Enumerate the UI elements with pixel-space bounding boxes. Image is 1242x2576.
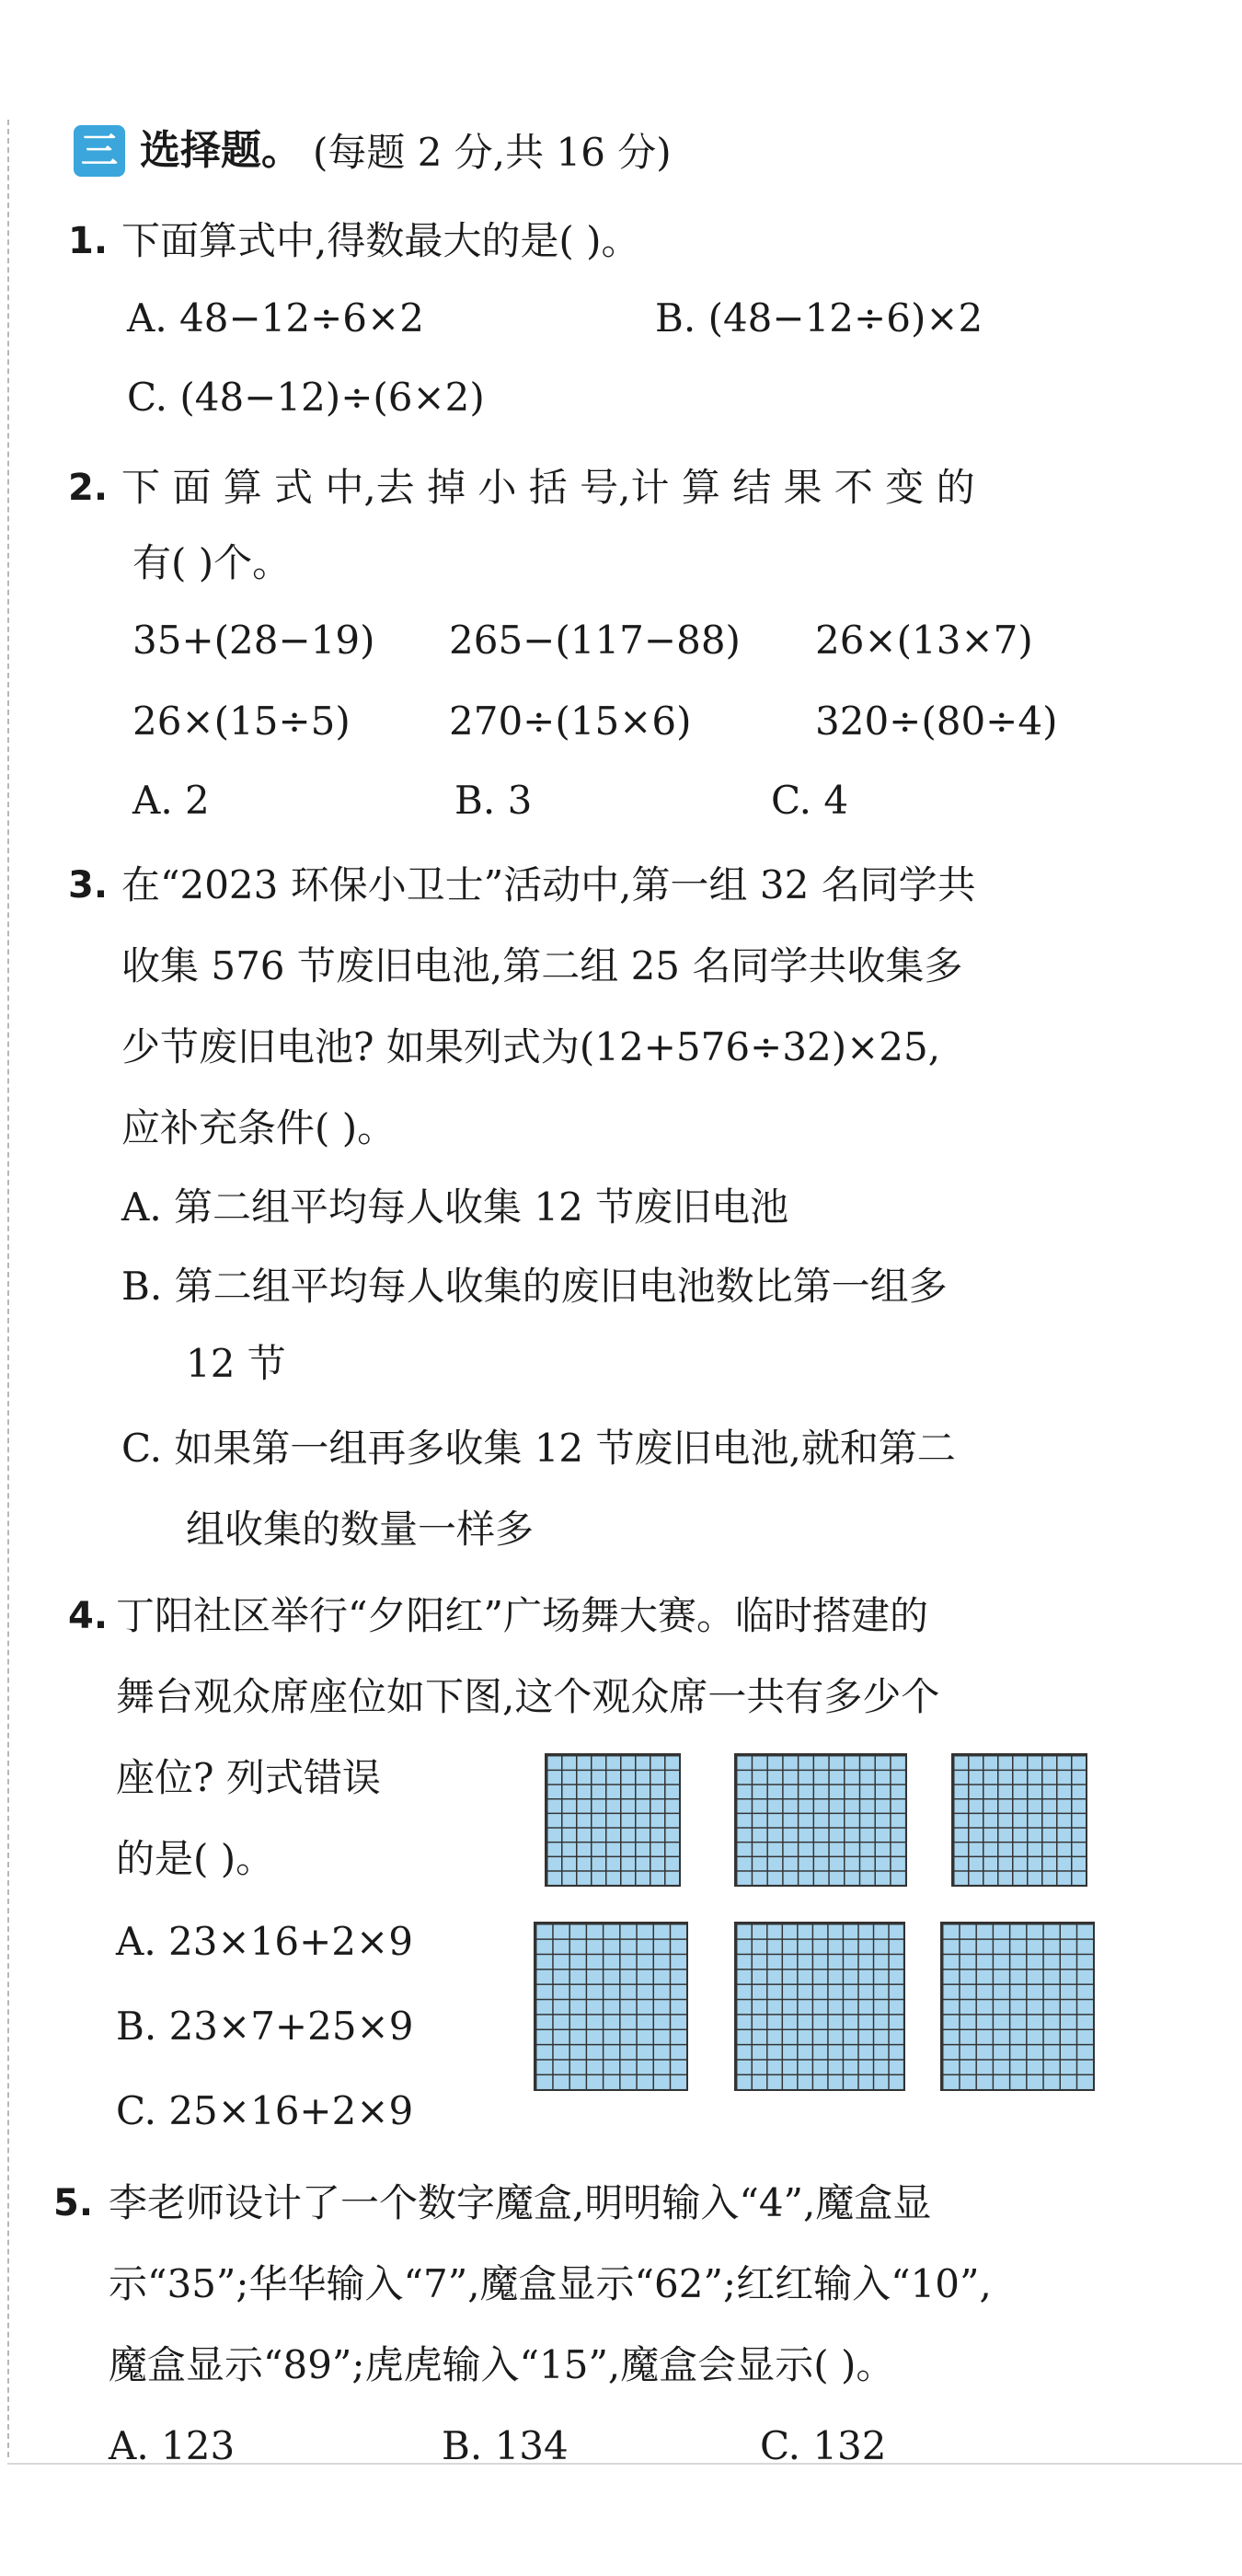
- section-title: 选择题。: [140, 127, 302, 174]
- q4-stem-line2: 舞台观众席座位如下图,这个观众席一共有多少个: [116, 1674, 940, 1719]
- q2-stem-line1: 下 面 算 式 中,去 掉 小 括 号,计 算 结 果 不 变 的: [121, 465, 975, 510]
- q4-stem-line1: 丁阳社区举行“夕阳红”广场舞大赛。临时搭建的: [116, 1593, 928, 1638]
- q1-option-a[interactable]: A. 48−12÷6×2: [127, 295, 424, 341]
- q5-option-b[interactable]: B. 134: [442, 2423, 569, 2468]
- q3-option-b-line1[interactable]: B. 第二组平均每人收集的废旧电池数比第一组多: [121, 1264, 948, 1309]
- seat-grid-top-right: [951, 1753, 1087, 1887]
- q1-number: 1.: [68, 220, 109, 262]
- q4-stem-line3: 座位? 列式错误: [116, 1755, 381, 1800]
- q4-number: 4.: [68, 1595, 109, 1637]
- q4-option-b[interactable]: B. 23×7+25×9: [116, 2004, 414, 2049]
- q2-expr-1: 35+(28−19): [132, 618, 375, 663]
- q3-option-b-line2: 12 节: [186, 1341, 286, 1386]
- q3-option-a[interactable]: A. 第二组平均每人收集 12 节废旧电池: [121, 1184, 789, 1230]
- seat-grid-bottom-middle: [734, 1922, 905, 2091]
- seat-grid-top-left: [545, 1753, 681, 1887]
- q4-option-a[interactable]: A. 23×16+2×9: [116, 1919, 413, 1964]
- q5-stem-line3: 魔盒显示“89”;虎虎输入“15”,魔盒会显示( )。: [109, 2342, 895, 2387]
- q2-expr-2: 265−(117−88): [449, 618, 741, 663]
- q2-option-c[interactable]: C. 4: [771, 778, 849, 823]
- q3-option-c-line1[interactable]: C. 如果第一组再多收集 12 节废旧电池,就和第二: [121, 1426, 956, 1471]
- q5-option-c[interactable]: C. 132: [760, 2423, 887, 2468]
- q5-number: 5.: [53, 2182, 94, 2224]
- binding-margin-line: [7, 120, 9, 2457]
- q4-stem-line4: 的是( )。: [116, 1836, 275, 1881]
- seat-grid-bottom-right: [940, 1922, 1095, 2091]
- q2-expr-3: 26×(13×7): [815, 618, 1033, 663]
- q5-stem-line1: 李老师设计了一个数字魔盒,明明输入“4”,魔盒显: [109, 2180, 932, 2225]
- q4-option-c[interactable]: C. 25×16+2×9: [116, 2088, 414, 2133]
- seat-grid-top-middle: [734, 1753, 907, 1887]
- q3-stem-line3: 少节废旧电池? 如果列式为(12+576÷32)×25,: [121, 1024, 941, 1069]
- q2-option-a[interactable]: A. 2: [132, 778, 210, 823]
- q1-option-c[interactable]: C. (48−12)÷(6×2): [127, 375, 485, 420]
- q2-expr-4: 26×(15÷5): [132, 699, 351, 744]
- section-score-note: (每题 2 分,共 16 分): [313, 130, 672, 175]
- q1-option-b[interactable]: B. (48−12÷6)×2: [655, 295, 983, 341]
- q2-expr-6: 320÷(80÷4): [815, 699, 1058, 744]
- q3-stem-line1: 在“2023 环保小卫士”活动中,第一组 32 名同学共: [121, 862, 976, 907]
- section-badge: 三: [74, 125, 125, 177]
- q3-number: 3.: [68, 864, 109, 907]
- q3-option-c-line2: 组收集的数量一样多: [186, 1507, 535, 1552]
- seat-grid-bottom-left: [534, 1922, 688, 2091]
- q3-stem-line2: 收集 576 节废旧电池,第二组 25 名同学共收集多: [121, 943, 963, 988]
- q3-stem-line4: 应补充条件( )。: [121, 1105, 397, 1150]
- q2-expr-5: 270÷(15×6): [449, 699, 692, 744]
- q5-option-a[interactable]: A. 123: [109, 2423, 236, 2468]
- q2-stem-line2: 有( )个。: [132, 540, 292, 585]
- q2-option-b[interactable]: B. 3: [454, 778, 533, 823]
- q2-number: 2.: [68, 467, 109, 509]
- q1-stem: 下面算式中,得数最大的是( )。: [121, 218, 640, 263]
- q5-stem-line2: 示“35”;华华输入“7”,魔盒显示“62”;红红输入“10”,: [109, 2261, 992, 2306]
